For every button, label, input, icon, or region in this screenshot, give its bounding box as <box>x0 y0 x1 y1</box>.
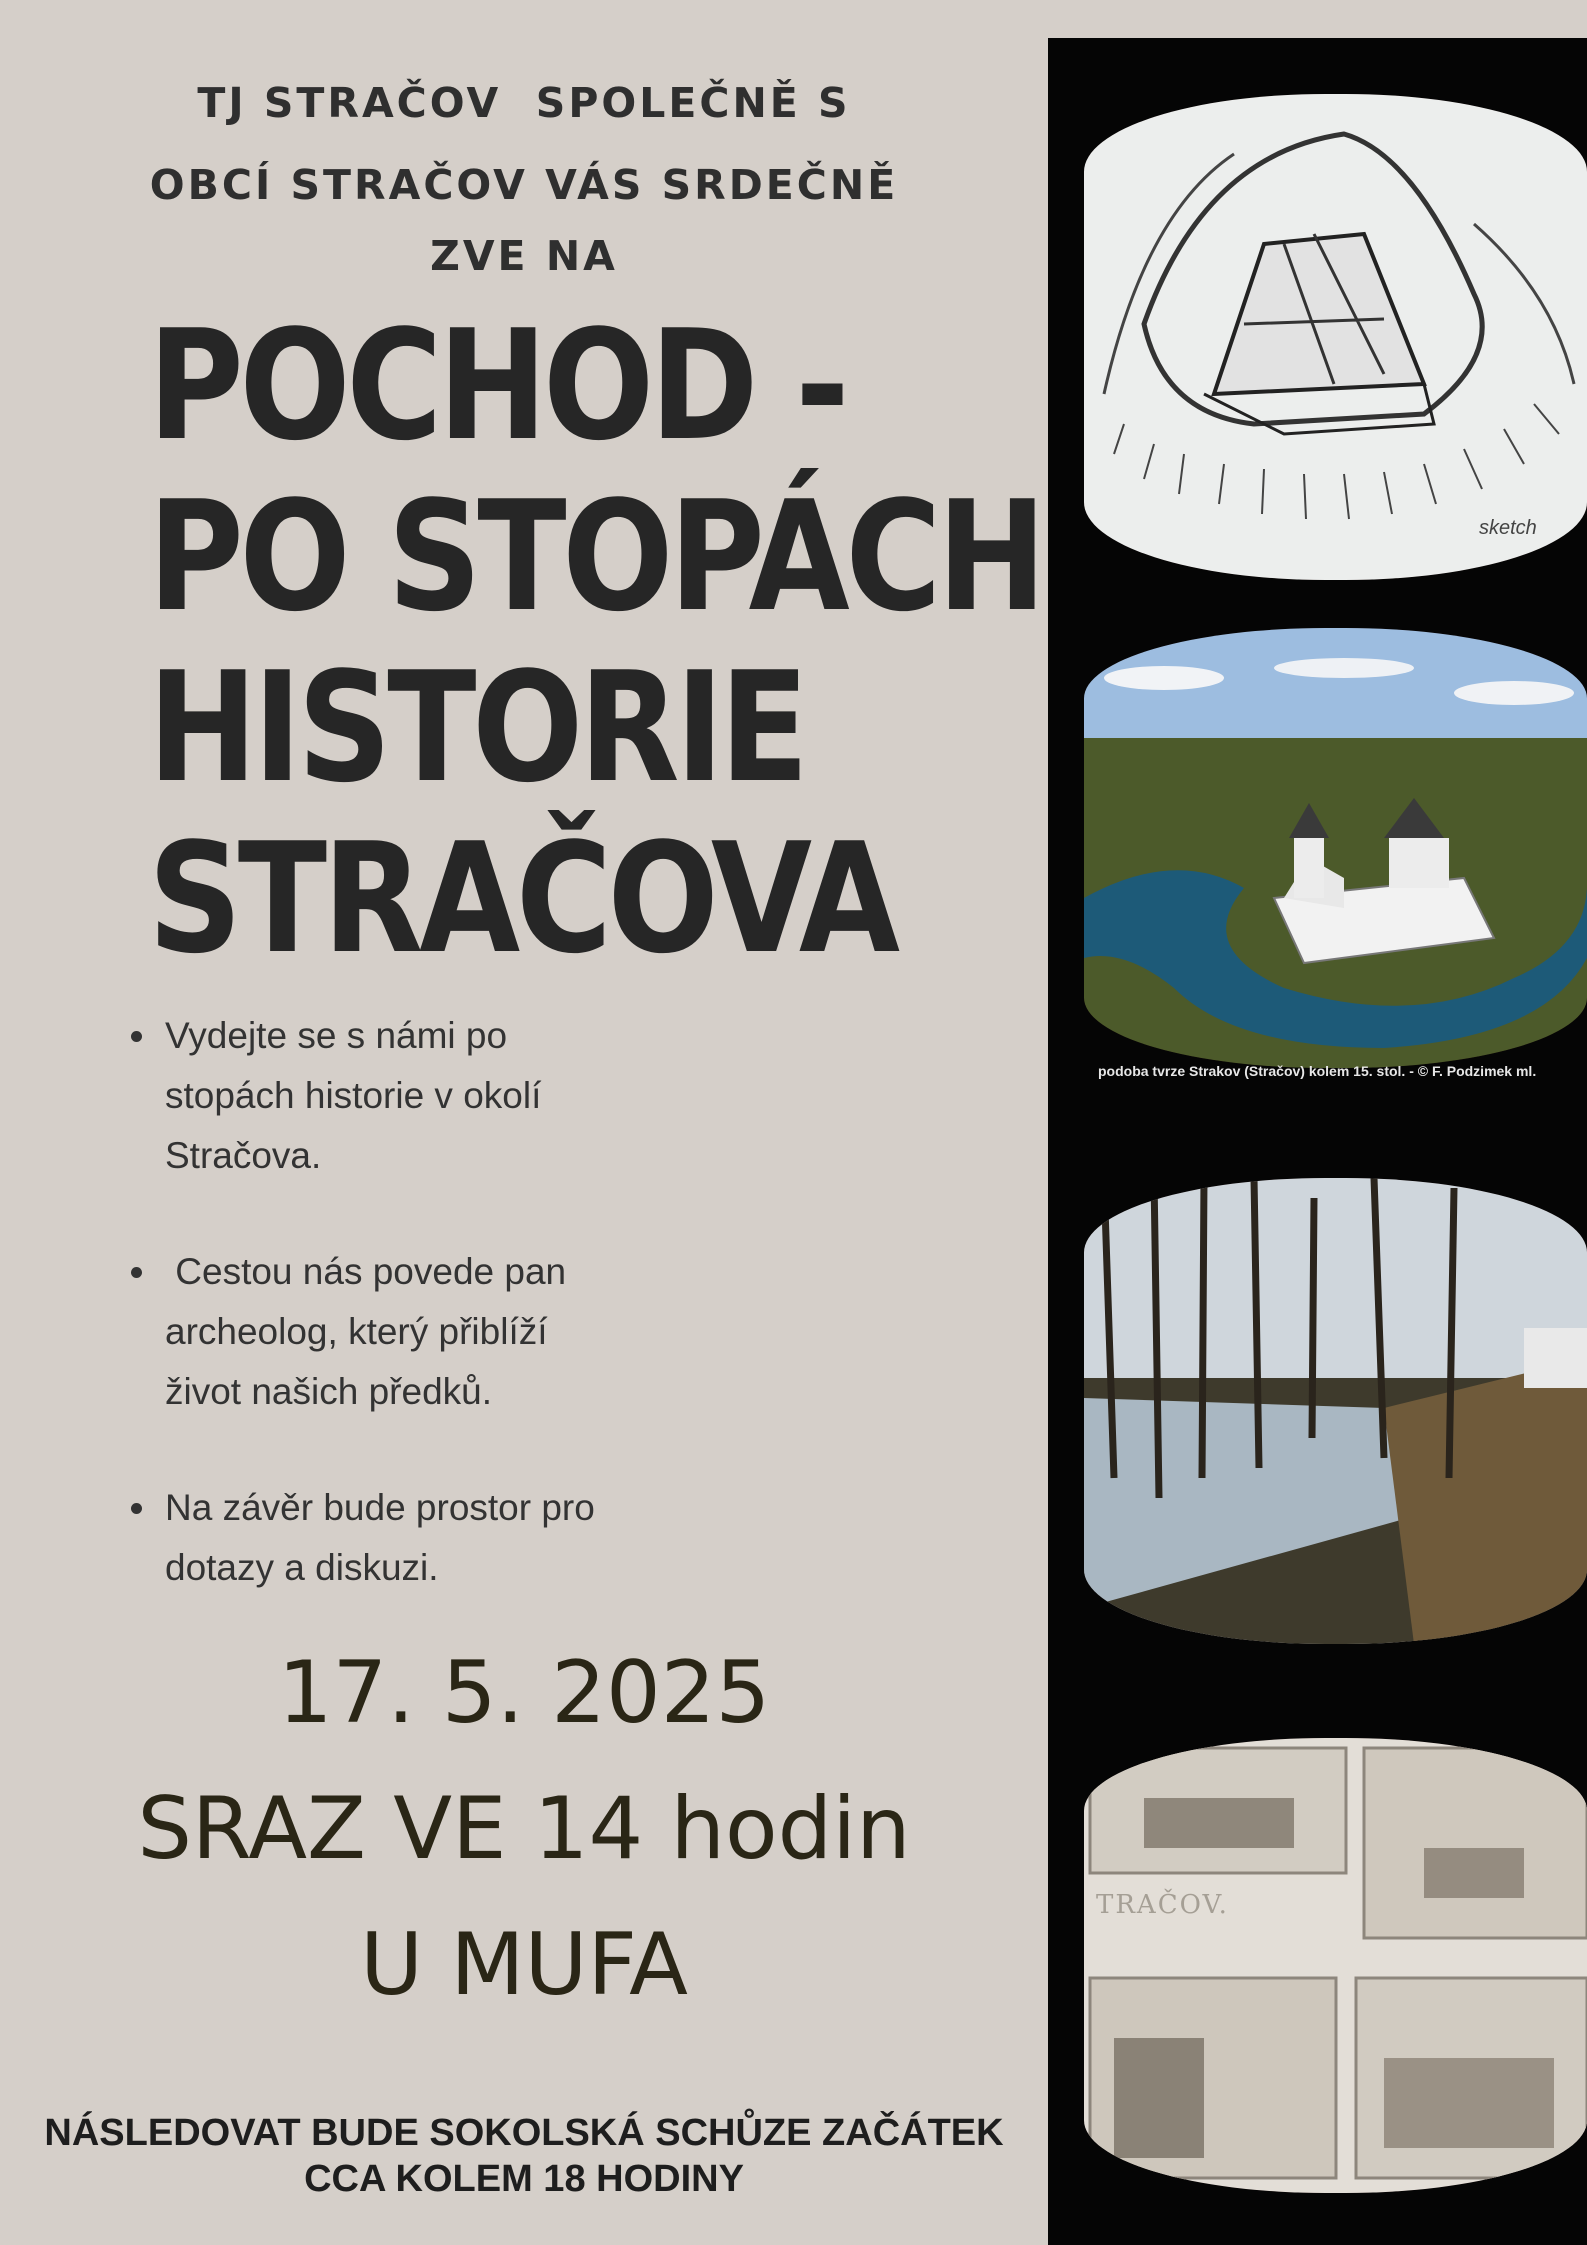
event-details <box>0 1625 1048 2033</box>
bullet-1-line-3: Stračova. <box>165 1135 322 1176</box>
bullet-2-line-1: Cestou nás povede pan <box>165 1251 567 1292</box>
invitation-text <box>0 62 1048 286</box>
list-item <box>125 1006 745 1186</box>
list-item <box>125 1478 745 1598</box>
bullet-1-line-1: Vydejte se s námi po <box>165 1015 508 1056</box>
invitation-line-2: OBCÍ STRAČOV VÁS SRDEČNĚ <box>149 161 899 209</box>
event-date: 17. 5. 2025 <box>277 1643 771 1743</box>
photo-strip <box>1048 38 1587 2245</box>
svg-text:sketch: sketch <box>1479 517 1537 539</box>
footer-line-1: NÁSLEDOVAT BUDE SOKOLSKÁ SCHŮZE ZAČÁTEK <box>44 2112 1004 2154</box>
title-line-3: HISTORIE <box>148 639 805 816</box>
event-title <box>148 297 1043 987</box>
list-item <box>125 1242 745 1422</box>
footer-note <box>0 2110 1048 2202</box>
meeting-time: SRAZ VE 14 hodin <box>137 1779 911 1879</box>
bullet-1-line-2: stopách historie v okolí <box>165 1075 542 1116</box>
title-line-4: STRAČOVA <box>148 810 896 987</box>
title-line-1: POCHOD - <box>148 297 846 474</box>
fortress-sketch-image <box>1084 94 1587 580</box>
invitation-line-1: TJ STRAČOV SPOLEČNĚ S <box>197 79 851 127</box>
meeting-place: U MUFA <box>360 1915 688 2015</box>
bullet-3-line-1: Na závěr bude prostor pro <box>165 1487 595 1528</box>
bullet-2-line-2: archeolog, který přiblíží <box>165 1311 548 1352</box>
postcard-image <box>1084 1738 1587 2193</box>
info-list <box>125 1006 745 1654</box>
moat-photo-image <box>1084 1178 1587 1644</box>
photo-caption: podoba tvrze Strakov (Stračov) kolem 15. stol. - © F. Podzimek ml. <box>1098 1063 1537 1079</box>
footer-line-2: CCA KOLEM 18 HODINY <box>304 2158 744 2200</box>
bullet-3-line-2: dotazy a diskuzi. <box>165 1547 439 1588</box>
invitation-line-3: ZVE NA <box>430 232 618 280</box>
bullet-2-line-3: život našich předků. <box>165 1371 493 1412</box>
title-line-2: PO STOPÁCH <box>148 468 1043 645</box>
fortress-model-image <box>1084 628 1587 1068</box>
postcard-label: TRAČOV. <box>1096 1890 1229 1920</box>
